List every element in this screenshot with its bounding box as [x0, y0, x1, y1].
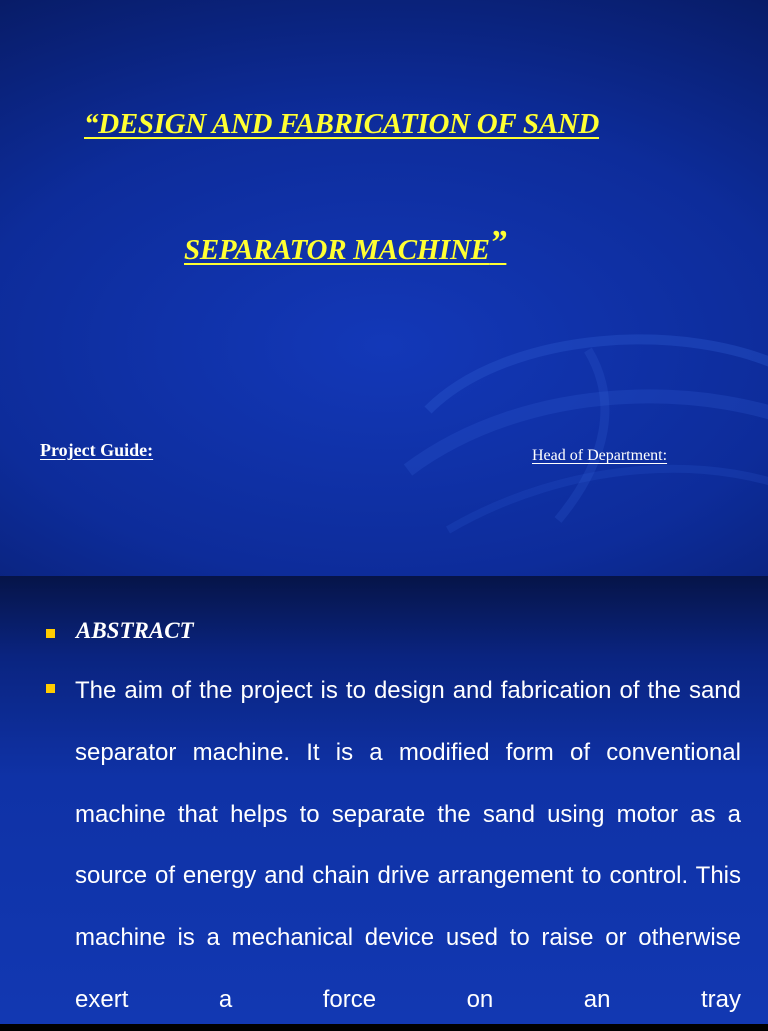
- list-item: [46, 616, 194, 646]
- title-line-1: “DESIGN AND FABRICATION OF SAND: [84, 108, 600, 140]
- decorative-swirl-graphic: [388, 290, 768, 550]
- square-bullet-icon: [46, 629, 55, 638]
- title-line-2-text: SEPARATOR MACHINE: [184, 234, 490, 266]
- list-item: [46, 660, 741, 1031]
- project-guide-label: Project Guide:: [40, 440, 154, 460]
- title-line-2: [184, 224, 506, 267]
- head-of-department-label: Head of Department:: [532, 447, 668, 464]
- abstract-body-text: The aim of the project is to design and fabrication of the sand separator machine. It is a modified form of conventional machine that helps to separate the sand using motor as a source of energy and chain drive arrangement to control. This machine is a mechanical device used to raise or otherwise exert a force on an tray: [75, 677, 741, 1013]
- square-bullet-icon: [46, 684, 55, 693]
- abstract-heading: ABSTRACT: [76, 618, 194, 643]
- title-closing-quote: ”: [489, 224, 507, 261]
